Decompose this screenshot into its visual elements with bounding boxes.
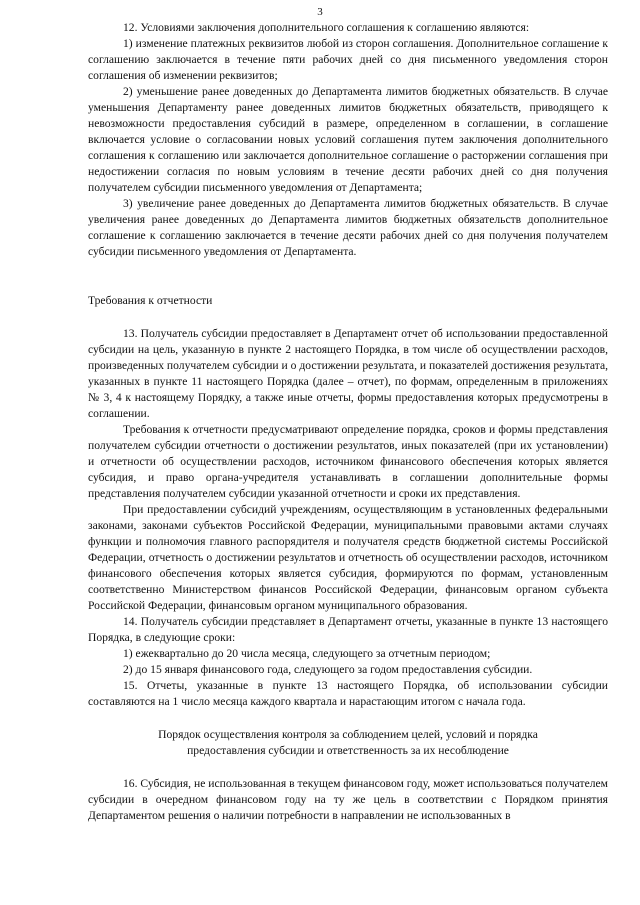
paragraph-12-item-2: 2) уменьшение ранее доведенных до Департамента лимитов бюджетных обязательств. В случае уменьшения Департаменту ранее доведенных лимитов бюджетных обязательств, приводящего к невозможности предоставления субсидий в размере, определенном в соглашении, в соглашение включается условие о согласовании новых условий соглашения путем заключения дополнительного соглашения к соглашению или заключается дополнительное соглашение о расторжении соглашения при недостижении согласия по новым условиям в течение десяти рабочих дней со дня получения получателем субсидии письменного уведомления от Департамента; xyxy=(88,85,608,194)
document-body xyxy=(88,20,608,824)
section-heading-control xyxy=(88,727,608,759)
paragraph-14-item-1: 1) ежеквартально до 20 числа месяца, следующего за отчетным периодом; xyxy=(123,647,491,660)
section-heading-control-line-2: предоставления субсидии и ответственность за их несоблюдение xyxy=(187,744,509,757)
paragraph-12: 12. Условиями заключения дополнительного соглашения к соглашению являются: xyxy=(123,21,530,34)
paragraph-14: 14. Получатель субсидии представляет в Департамент отчеты, указанные в пункте 13 настоящего Порядка, в следующие сроки: xyxy=(88,615,608,644)
paragraph-13: 13. Получатель субсидии предоставляет в Департамент отчет об использовании предоставленной субсидии на цель, указанную в пункте 2 настоящего Порядка, в том числе об осуществлении расходов, произведенных получателем субсидии и о достижении результата, и показателей достижения результата, указанных в пункте 11 настоящего Порядка (далее – отчет), по формам, определенным в приложениях № 3, 4 к настоящему Порядку, а также иные отчеты, формы предоставления которых предусмотрены в соглашении. xyxy=(88,327,608,420)
section-heading-reporting: Требования к отчетности xyxy=(88,294,213,307)
paragraph-reporting-requirements: Требования к отчетности предусматривают определение порядка, сроков и формы представления получателем субсидии отчетности о достижении результатов, иных показателей (при их установлении) и отчетности об осуществлении расходов, источником финансового обеспечения которых является субсидия, и право органа-учредителя устанавливать в соглашении дополнительные формы представления получателем субсидии указанной отчетности и сроки их представления. xyxy=(88,423,608,500)
paragraph-15: 15. Отчеты, указанные в пункте 13 настоящего Порядка, об использовании субсидии составляются на 1 число месяца каждого квартала и нарастающим итогом с начала года. xyxy=(88,679,608,708)
section-heading-control-line-1: Порядок осуществления контроля за соблюдением целей, условий и порядка xyxy=(158,728,538,741)
paragraph-12-item-1: 1) изменение платежных реквизитов любой из сторон соглашения. Дополнительное соглашение к соглашению заключается в течение пяти рабочих дней со дня письменного уведомления сторон соглашения об изменении реквизитов; xyxy=(88,37,608,82)
paragraph-16: 16. Субсидия, не использованная в текущем финансовом году, может использоваться получателем субсидии в очередном финансовом году на ту же цель в соответствии с Порядком принятия Департаментом решения о наличии потребности в направлении не использованных в xyxy=(88,777,608,822)
paragraph-12-item-3: 3) увеличение ранее доведенных до Департамента лимитов бюджетных обязательств. В случае увеличения ранее доведенных до Департамента лимитов бюджетных обязательств дополнительное соглашение к соглашению заключается в течение десяти рабочих дней со дня получения получателем субсидии письменного уведомления от Департамента. xyxy=(88,197,608,258)
paragraph-14-item-2: 2) до 15 января финансового года, следующего за годом предоставления субсидии. xyxy=(123,663,533,676)
page-number: 3 xyxy=(317,6,323,18)
paragraph-institutions: При предоставлении субсидий учреждениям, осуществляющим в установленных федеральными законами, законами субъектов Российской Федерации, муниципальными правовыми актами случаях функции и полномочия главного распорядителя и получателя средств бюджетной системы Российской Федерации, отчетность о достижении результатов и отчетность об осуществлении расходов, источником финансового обеспечения которых является субсидия, формируются по формам, установленным соответственно Министерством финансов Российской Федерации, финансовым органом субъекта Российской Федерации, финансовым органом муниципального образования. xyxy=(88,503,608,612)
